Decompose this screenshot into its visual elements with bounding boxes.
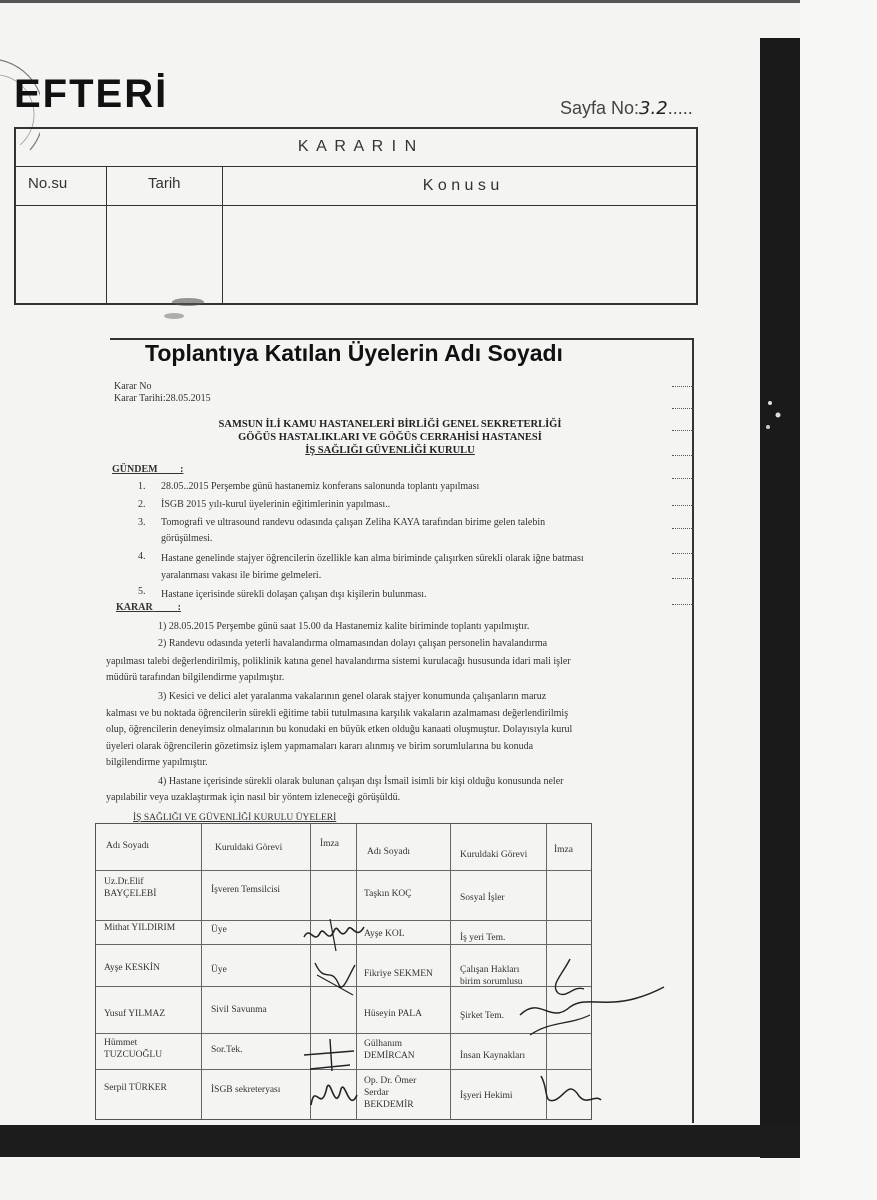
col-subject: K o n u s u — [422, 177, 500, 194]
agenda-text: Tomografi ve ultrasound randevu odasında çalışan Zeliha KAYA tarafından birime gelen talebin — [161, 517, 546, 528]
signature-icon — [500, 985, 670, 1045]
agenda-text: 28.05..2015 Perşembe günü hastanemiz konferans salonunda toplantı yapılması — [161, 481, 480, 492]
member-name: Taşkın KOÇ — [364, 889, 412, 899]
member-name: Mithat YILDIRIM — [104, 923, 176, 933]
decision-line: bilgilendirme yapılmıştır. — [106, 757, 208, 768]
decision-no-label: Karar No — [114, 381, 152, 392]
signature-icon — [300, 915, 370, 955]
member-name: Uz.Dr.Elif BAYÇELEBİ — [104, 877, 157, 899]
member-role: İSGB sekreteryası — [211, 1085, 281, 1095]
header-signature: İmza — [554, 845, 573, 855]
agenda-text: Hastane genelinde stajyer öğrencilerin özellikle kan alma biriminde çalışırken sürekli olarak iğne batması — [161, 553, 584, 564]
decision-table-title: K A R A R I N — [297, 138, 419, 155]
member-role: Sor.Tek. — [211, 1045, 243, 1055]
scan-margin-right — [800, 0, 877, 1200]
member-role: İş yeri Tem. — [460, 933, 506, 943]
scan-shadow-right — [760, 38, 800, 1158]
member-role: Çalışan Hakları birim sorumlusu — [460, 965, 523, 987]
col-no: No.su — [28, 175, 68, 192]
page-label: Sayfa No: — [560, 98, 640, 118]
agenda-item: 5. — [138, 586, 146, 597]
member-role: Sivil Savunma — [211, 1005, 267, 1015]
member-role: İnsan Kaynakları — [460, 1051, 526, 1061]
org-line-2: GÖĞÜS HASTALIKLARI VE GÖĞÜS CERRAHİSİ HASTANESİ — [238, 432, 542, 443]
page-number-label: Sayfa No:3.2..... — [560, 98, 693, 119]
decision-line: üyeleri olarak öğrencilerin gözetimsiz işlem yapmamaları kararı alınmış ve birim sorumlularına bu konuda — [106, 741, 534, 752]
header-name: Adı Soyadı — [106, 841, 150, 851]
scan-speck-icon — [760, 395, 790, 440]
decision-line: olup, öğrencilerin deneyimsiz olmalarının bu konudaki en büyük etken olduğu kanaati oluşmuştur. Dolayısıyla kurul — [106, 724, 573, 735]
org-line-3: İŞ SAĞLIĞI GÜVENLİĞİ KURULU — [305, 445, 475, 456]
decision-line: kalması ve bu noktada öğrencilerin sürekli eğitime tabii tutulmasına karşılık vakaların azalmaması değerlendirilmiş — [106, 708, 569, 719]
decision-heading: KARAR : — [116, 602, 182, 613]
decision-line: 2) Randevu odasında yeterli havalandırma olmamasından dolayı çalışan personelin havalandırma — [158, 638, 548, 649]
member-role: Üye — [211, 925, 227, 935]
scan-shadow-bottom — [0, 1125, 800, 1157]
ledger-title: EFTERİ — [14, 72, 169, 116]
member-name: Op. Dr. Ömer Serdar BEKDEMİR — [364, 1076, 417, 1110]
signature-icon — [305, 1075, 365, 1120]
agenda-text: Hastane içerisinde sürekli dolaşan çalışan dışı kişilerin bulunması. — [161, 589, 427, 600]
decision-table — [14, 127, 698, 305]
agenda-text: İSGB 2015 yılı-kurul üyelerinin eğitimlerinin yapılması.. — [161, 499, 391, 510]
agenda-item: 4. — [138, 551, 146, 562]
agenda-item: 3. — [138, 517, 146, 528]
member-role: Şirket Tem. — [460, 1011, 505, 1021]
decision-line: yapılabilir veya uzaklaştırmak için nasıl bir yöntem izleneceği görüşüldü. — [106, 792, 401, 803]
agenda-item: 1. — [138, 481, 146, 492]
member-name: Hüseyin PALA — [364, 1009, 422, 1019]
agenda-text-cont: yaralanması vakası ile birime gelmeleri. — [161, 570, 322, 581]
signature-icon — [305, 955, 365, 1000]
member-name: Gülhanım DEMİRCAN — [364, 1039, 415, 1061]
scan-smudge-icon — [160, 290, 230, 330]
member-name: Ayşe KOL — [364, 929, 405, 939]
decision-line: 3) Kesici ve delici alet yaralanma vakalarının genel olarak stajyer konumunda çalışanların maruz — [158, 691, 547, 702]
decision-line: yapılması talebi değerlendirilmiş, poliklinik katına genel havalandırma sistemi kurulacağı hususunda idari mali işler — [106, 656, 571, 667]
decision-line: 1) 28.05.2015 Perşembe günü saat 15.00 da Hastanemiz kalite biriminde toplantı yapılmıştır. — [158, 621, 530, 632]
header-role: Kuruldaki Görevi — [215, 843, 283, 853]
decision-date: Karar Tarihi:28.05.2015 — [114, 393, 211, 404]
agenda-item: 2. — [138, 499, 146, 510]
member-name: Hümmet TUZCUOĞLU — [104, 1038, 163, 1060]
scan-top-edge — [0, 0, 877, 3]
header-signature: İmza — [320, 839, 339, 849]
col-date: Tarih — [148, 175, 181, 192]
agenda-text-cont: görüşülmesi. — [161, 533, 213, 544]
page-number: 3.2 — [639, 98, 668, 119]
member-name: Yusuf YILMAZ — [104, 1009, 166, 1019]
member-role: İşyeri Hekimi — [460, 1091, 513, 1101]
member-role: Üye — [211, 965, 227, 975]
header-name: Adı Soyadı — [367, 847, 411, 857]
signature-icon — [300, 1035, 360, 1075]
member-role: Sosyal İşler — [460, 893, 505, 903]
member-name: Fikriye SEKMEN — [364, 969, 433, 979]
members-title: İŞ SAĞLIĞI VE GÜVENLİĞİ KURULU ÜYELERİ — [133, 813, 337, 823]
member-name: Ayşe KESKİN — [104, 963, 160, 973]
decision-line: 4) Hastane içerisinde sürekli olarak bulunan çalışan dışı İsmail isimli bir kişi olduğu konusunda neler — [158, 776, 564, 787]
org-line-1: SAMSUN İLİ KAMU HASTANELERİ BİRLİĞİ GENEL SEKRETERLİĞİ — [218, 419, 562, 430]
decision-line: müdürü tarafından bilgilendirme yapılmıştır. — [106, 672, 285, 683]
header-role: Kuruldaki Görevi — [460, 850, 528, 860]
agenda-heading: GÜNDEM : — [112, 464, 184, 475]
member-name: Serpil TÜRKER — [104, 1083, 167, 1093]
member-role: İşveren Temsilcisi — [211, 885, 281, 895]
signature-icon — [535, 1070, 605, 1110]
meeting-title: Toplantıya Katılan Üyelerin Adı Soyadı — [145, 340, 563, 366]
